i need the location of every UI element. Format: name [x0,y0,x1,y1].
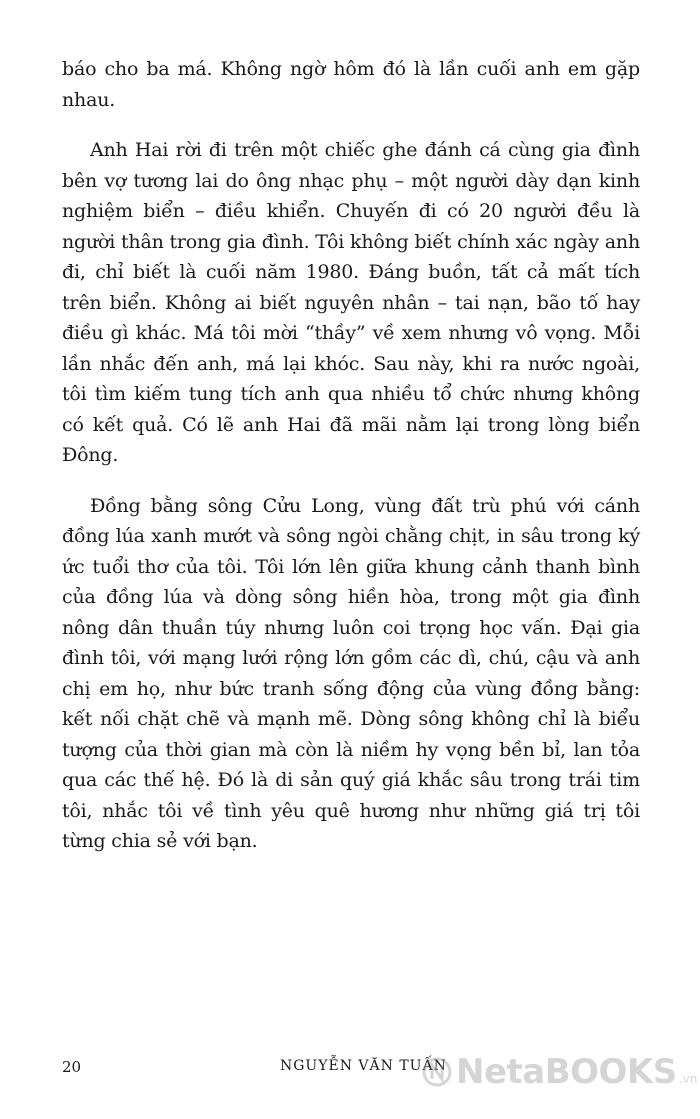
paragraph-1: báo cho ba má. Không ngờ hôm đó là lần cuối anh em gặp nhau. [62,58,640,111]
running-head-author: NGUYỄN VĂN TUẤN [280,1058,447,1074]
netabooks-logo-icon [422,1057,452,1087]
page-footer [0,1052,700,1092]
page-body [62,54,640,877]
paragraph-2: Anh Hai rời đi trên một chiếc ghe đánh cá cùng gia đình bên vợ tương lai do ông nhạc phụ – một người dày dạn kinh nghiệm biển – điều khiển. Chuyến đi có 20 người đều là người thân trong gia đình. Tôi không biết chính xác ngày anh đi, chỉ biết là cuối năm 1980. Đáng buồn, tất cả mất tích trên biển. Không ai biết nguyên nhân – tai nạn, bão tố hay điều gì khác. Má tôi mời “thầy” về xem nhưng vô vọng. Mỗi lần nhắc đến anh, má lại khóc. Sau này, khi ra nước ngoài, tôi tìm kiếm tung tích anh qua nhiều tổ chức nhưng không có kết quả. Có lẽ anh Hai đã mãi nằm lại trong lòng biển Đông. [62,139,640,466]
watermark [422,1052,697,1092]
page-number: 20 [62,1058,82,1076]
watermark-suffix: .vn [678,1072,698,1086]
paragraph-3: Đồng bằng sông Cửu Long, vùng đất trù phú với cánh đồng lúa xanh mướt và sông ngòi chằng chịt, in sâu trong ký ức tuổi thơ của tôi. Tôi lớn lên giữa khung cảnh thanh bình của đồng lúa và dòng sông hiền hòa, trong một gia đình nông dân thuần túy nhưng luôn coi trọng học vấn. Đại gia đình tôi, với mạng lưới rộng lớn gồm các dì, chú, cậu và anh chị em họ, như bức tranh sống động của vùng đồng bằng: kết nối chặt chẽ và mạnh mẽ. Dòng sông không chỉ là biểu tượng của thời gian mà còn là niềm hy vọng bền bỉ, lan tỏa qua các thế hệ. Đó là di sản quý giá khắc sâu trong trái tim tôi, nhắc tôi về tình yêu quê hương như những giá trị tôi từng chia sẻ với bạn. [62,494,640,852]
watermark-text: NetaBOOKS [456,1052,677,1092]
